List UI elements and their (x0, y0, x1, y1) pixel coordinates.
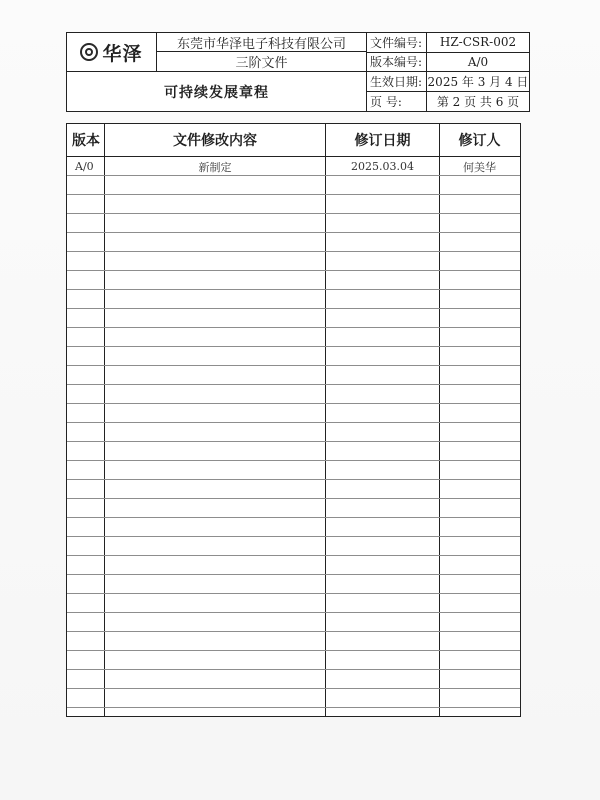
company-name: 东莞市华泽电子科技有限公司 (157, 33, 366, 52)
table-row (67, 328, 520, 347)
table-row (67, 252, 520, 271)
meta-value-version-number: A/0 (467, 54, 489, 69)
table-row (67, 556, 520, 575)
table-row (67, 157, 520, 176)
table-row (67, 461, 520, 480)
table-row (67, 594, 520, 613)
header-reviser: 修订人 (458, 132, 501, 149)
meta-row-page-number (367, 92, 529, 112)
table-row (67, 214, 520, 233)
table-row (67, 233, 520, 252)
table-row (67, 442, 520, 461)
meta-value-page-number: 第 2 页 共 6 页 (436, 94, 520, 109)
table-row (67, 290, 520, 309)
table-row (67, 309, 520, 328)
header-version: 版本 (72, 132, 100, 149)
logo-text: 华泽 (102, 42, 143, 65)
table-row (67, 366, 520, 385)
meta-label-page-number: 页 号: (367, 92, 427, 112)
document-type: 三阶文件 (235, 56, 288, 71)
meta-label-version-number: 版本编号: (367, 53, 427, 72)
meta-label-file-number: 文件编号: (367, 33, 427, 52)
table-cell-date: 2025.03.04 (351, 160, 414, 173)
document-header (66, 32, 530, 112)
table-row (67, 480, 520, 499)
table-cell-content: 新制定 (198, 160, 232, 174)
company-logo (67, 33, 157, 71)
table-row (67, 423, 520, 442)
table-row (67, 404, 520, 423)
table-cell-version: A/0 (75, 160, 94, 173)
logo-wrap (80, 39, 142, 66)
table-row (67, 651, 520, 670)
revision-rows (67, 157, 520, 716)
meta-value-effective-date: 2025 年 3 月 4 日 (427, 74, 529, 89)
table-row (67, 385, 520, 404)
meta-label-effective-date: 生效日期: (367, 72, 427, 91)
table-row (67, 499, 520, 518)
table-row (67, 670, 520, 689)
table-row (67, 195, 520, 214)
table-row (67, 613, 520, 632)
header-date: 修订日期 (354, 132, 411, 149)
document-meta (366, 33, 528, 111)
table-row (67, 271, 520, 290)
table-row (67, 347, 520, 366)
meta-value-file-number: HZ-CSR-002 (439, 35, 517, 50)
revision-table (66, 123, 521, 717)
table-row (67, 537, 520, 556)
meta-row-version-number (367, 53, 529, 73)
table-cell-reviser: 何美华 (463, 160, 496, 174)
logo-mark-icon (80, 43, 98, 61)
table-row (67, 689, 520, 708)
table-row (67, 575, 520, 594)
table-row (67, 632, 520, 651)
meta-row-file-number (367, 33, 529, 53)
revision-table-header (67, 124, 520, 157)
table-row (67, 518, 520, 537)
meta-row-effective-date (367, 72, 529, 92)
table-row (67, 176, 520, 195)
document-title: 可持续发展章程 (67, 71, 366, 111)
header-content: 文件修改内容 (173, 132, 257, 149)
